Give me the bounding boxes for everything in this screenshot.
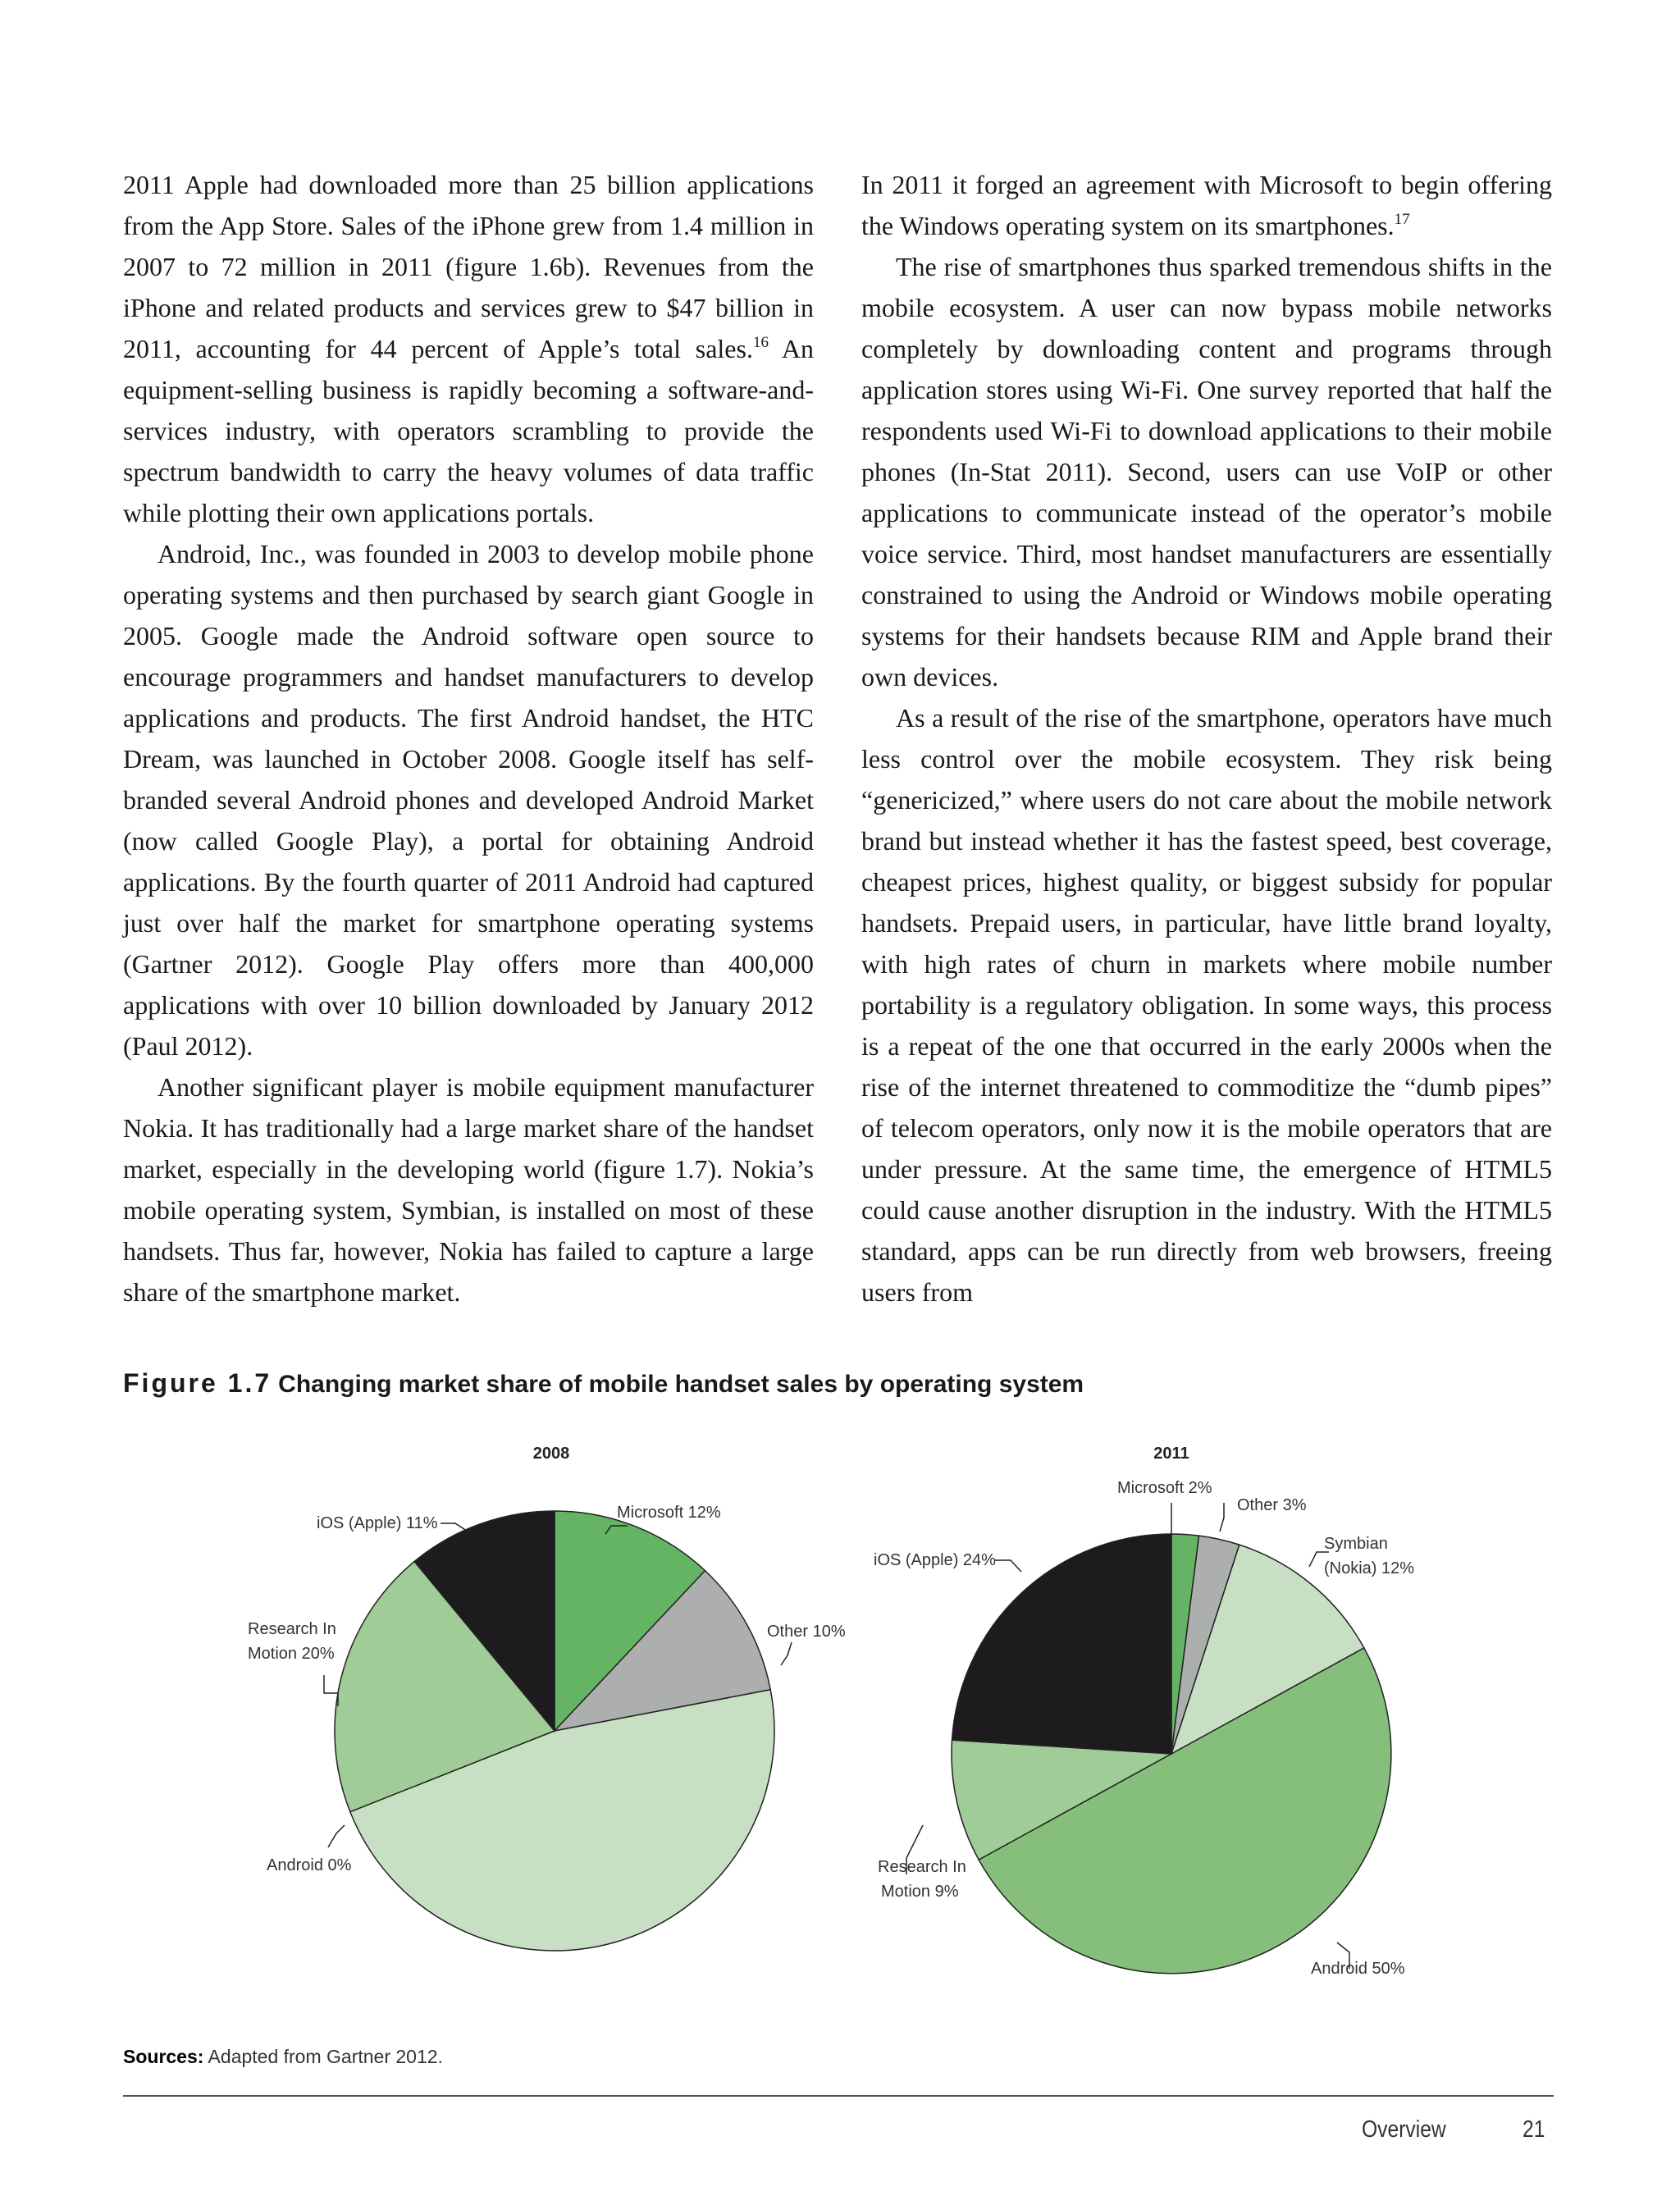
pie-slice-label: Motion 9%: [881, 1883, 959, 1901]
figure-pie-charts: [0, 1427, 1680, 2034]
paragraph: Another significant player is mobile equipment manufacturer Nokia. It has traditionally had a large market share of the handset market, especially in the developing world (figure 1.7). Nokia’s mobile operating system, Symbian, is installed on most of these handsets. Thus far, however, Nokia has failed to capture a large share of the smartphone market.: [123, 1072, 814, 1307]
paragraph: In 2011 it forged an agreement with Microsoft to begin offering the Windows operating system on its smartphones.$^{17}$: [861, 170, 1552, 240]
pie-slice-label: Motion 20%: [248, 1645, 335, 1663]
footnote-ref[interactable]: 17: [1394, 211, 1410, 228]
pie-slice-label: iOS (Apple) 11%: [317, 1514, 438, 1532]
label-leader-line: [781, 1642, 792, 1665]
footer-divider: [123, 2095, 1554, 2097]
page-number: 21: [1522, 2116, 1545, 2143]
body-column-right: [861, 164, 1552, 1312]
figure-caption: [123, 1365, 1084, 1403]
paragraph: As a result of the rise of the smartphone, operators have much less control over the mobile ecosystem. They risk being “genericized,” where users do not care about the mobile network brand but instead whether it has the fastest speed, best coverage, cheapest prices, highest quality, or biggest subsidy for popular handsets. Prepaid users, in particular, have little brand loyalty, with high rates of churn in markets where mobile number portability is a regulatory obligation. In some ways, this process is a repeat of the one that occurred in the early 2000s when the rise of the internet threatened to commoditize the “dumb pipes” of telecom operators, only now it is the mobile operators that are under pressure. At the same time, the emergence of HTML5 could cause another disruption in the industry. With the HTML5 standard, apps can be run directly from web browsers, freeing users from: [861, 703, 1552, 1307]
pie-slice-label: (Nokia) 12%: [1324, 1559, 1415, 1577]
label-leader-line: [324, 1675, 338, 1706]
label-leader-line: [1220, 1503, 1224, 1532]
footnote-ref[interactable]: 16: [752, 334, 769, 351]
figure-number: Figure 1.7: [123, 1368, 272, 1398]
pie-chart-2011: [874, 1445, 1414, 1978]
chart-title: 2008: [532, 1445, 570, 1463]
figure-title: Changing market share of mobile handset sales by operating system: [278, 1371, 1084, 1398]
pie-slice-label: Microsoft 12%: [617, 1504, 721, 1522]
body-column-left: [123, 164, 814, 1312]
label-leader-line: [995, 1560, 1021, 1572]
label-leader-line: [328, 1825, 345, 1847]
sources-note: Sources: Adapted from Gartner 2012.: [123, 2046, 443, 2067]
pie-slice-label: Android 50%: [1311, 1960, 1405, 1978]
footer-section-title: Overview: [1362, 2116, 1446, 2143]
pie-slice-label: Android 0%: [267, 1856, 352, 1874]
pie-slice-label: Research In: [248, 1620, 336, 1638]
pie-slice-label: Microsoft 2%: [1117, 1479, 1212, 1497]
paragraph: 2011 Apple had downloaded more than 25 billion applications from the App Store. Sales of the iPhone grew from 1.4 million in 2007 to 72 million in 2011 (figure 1.6b). Revenues from the iPhone and related products and services grew to $47 billion in 2011, accounting for 44 percent of Apple’s total sales.$^{16}$ An equipment-selling business is rapidly becoming a software-and-services industry, with operators scrambling to provide the spectrum bandwidth to carry the heavy volumes of data traffic while plotting their own applications portals.: [123, 170, 814, 527]
pie-slice-label: Other 10%: [767, 1623, 846, 1641]
pie-slice-label: Research In: [878, 1858, 966, 1876]
pie-chart-2008: [248, 1445, 846, 2034]
pie-slice-label: Symbian: [1324, 1535, 1388, 1553]
paragraph: Android, Inc., was founded in 2003 to develop mobile phone operating systems and then purchased by search giant Google in 2005. Google made the Android software open source to encourage programmers and handset manufacturers to develop applications and products. The first Android handset, the HTC Dream, was launched in October 2008. Google itself has self-branded several Android phones and developed Android Market (now called Google Play), a portal for obtaining Android applications. By the fourth quarter of 2011 Android had captured just over half the market for smartphone operating systems (Gartner 2012). Google Play offers more than 400,000 applications with over 10 billion downloaded by January 2012 (Paul 2012).: [123, 539, 814, 1061]
chart-title: 2011: [1153, 1445, 1189, 1463]
pie-slice-label: iOS (Apple) 24%: [874, 1551, 996, 1569]
paragraph: The rise of smartphones thus sparked tremendous shifts in the mobile ecosystem. A user can now bypass mobile networks completely by downloading content and programs through application stores using Wi-Fi. One survey reported that half the respondents used Wi-Fi to download applications to their mobile phones (In-Stat 2011). Second, users can use VoIP or other applications to communicate instead of the operator’s mobile voice service. Third, most handset manufacturers are essentially constrained to using the Android or Windows mobile operating systems for their handsets because RIM and Apple brand their own devices.: [861, 252, 1552, 692]
pie-slice-label: Other 3%: [1237, 1496, 1307, 1514]
